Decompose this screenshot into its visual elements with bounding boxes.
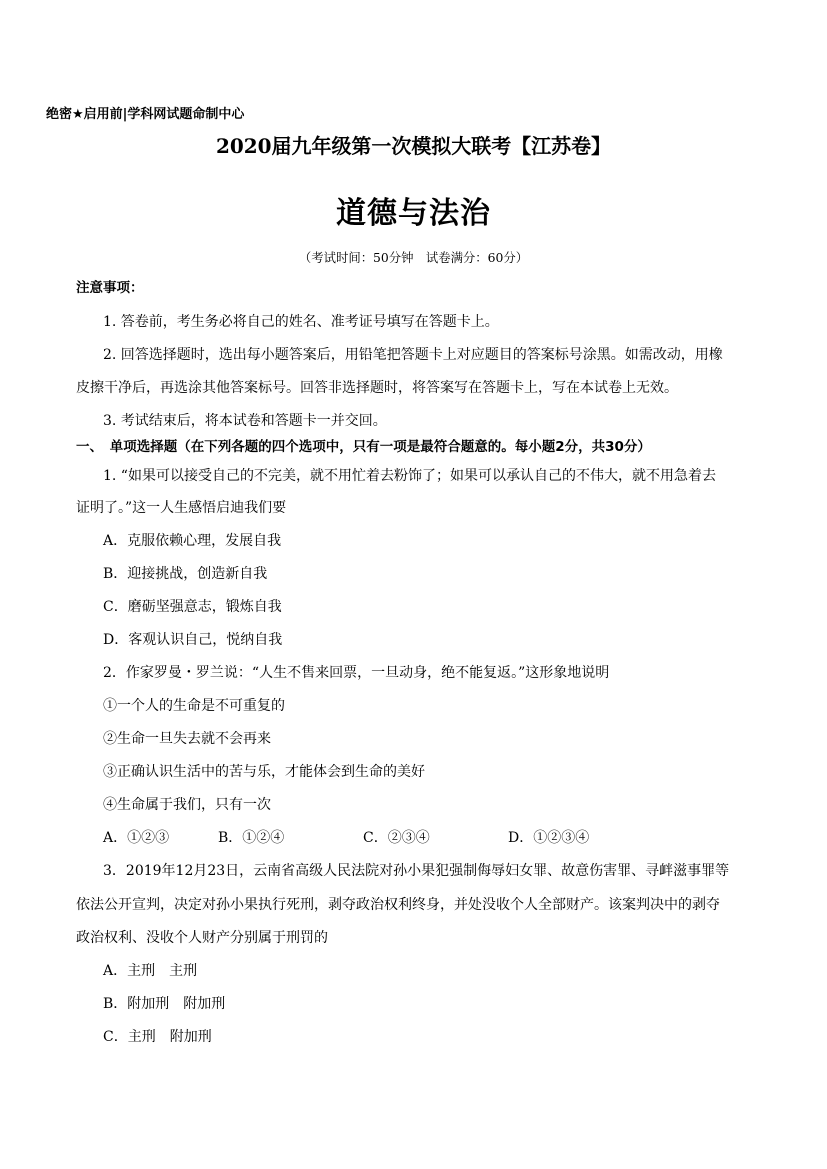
note-item-2-line-2: 皮擦干净后，再选涂其他答案标号。回答非选择题时，将答案写在答题卡上，写在本试卷上无效。 [76, 380, 678, 396]
q2-option-c: C．②③④ [363, 830, 430, 846]
q3-stem-line-1: 3．2019年12月23日，云南省高级人民法院对孙小果犯强制侮辱妇女罪、故意伤害罪、寻衅滋事罪等 [103, 863, 730, 879]
q1-option-a: A．克服依赖心理，发展自我 [103, 533, 282, 549]
note-item-3: 3. 考试结束后，将本试卷和答题卡一并交回。 [103, 413, 387, 429]
section-heading: 一、 单项选择题（在下列各题的四个选项中，只有一项是最符合题意的。每小题2分，共30分） [76, 439, 651, 455]
exam-title: 2020届九年级第一次模拟大联考【江苏卷】 [215, 134, 612, 158]
q3-stem-line-3: 政治权利、没收个人财产分别属于刑罚的 [76, 930, 328, 946]
q3-option-c: C．主刑 附加刑 [103, 1029, 212, 1045]
q2-stem: 2．作家罗曼・罗兰说：“人生不售来回票，一旦动身，绝不能复返。”这形象地说明 [103, 665, 610, 681]
q3-stem-line-2: 依法公开宣判，决定对孙小果执行死刑，剥夺政治权利终身，并处没收个人全部财产。该案判决中的剥夺 [76, 897, 720, 913]
q1-stem-line-2: 证明了。”这一人生感悟启迪我们要 [76, 500, 287, 516]
notes-heading: 注意事项： [76, 280, 144, 296]
q2-statement-2: ②生命一旦失去就不会再来 [103, 731, 271, 747]
q2-statement-1: ①一个人的生命是不可重复的 [103, 698, 285, 714]
subject-title: 道德与法治 [336, 196, 491, 231]
q2-statement-4: ④生命属于我们，只有一次 [103, 797, 271, 813]
q2-statement-3: ③正确认识生活中的苦与乐，才能体会到生命的美好 [103, 764, 425, 780]
q1-option-b: B．迎接挑战，创造新自我 [103, 566, 268, 582]
q1-option-c: C．磨砺坚强意志，锻炼自我 [103, 599, 282, 615]
q2-option-d: D．①②③④ [508, 830, 590, 846]
q2-option-a: A．①②③ [103, 830, 170, 846]
note-item-2-line-1: 2. 回答选择题时，选出每小题答案后，用铅笔把答题卡上对应题目的答案标号涂黑。如需改动，用橡 [103, 347, 723, 363]
q3-option-b: B．附加刑 附加刑 [103, 996, 226, 1012]
note-item-1: 1. 答卷前，考生务必将自己的姓名、准考证号填写在答题卡上。 [103, 314, 499, 330]
q1-stem-line-1: 1. “如果可以接受自己的不完美，就不用忙着去粉饰了；如果可以承认自己的不伟大，就不用急着去 [103, 468, 716, 484]
exam-info: （考试时间：50分钟 试卷满分：60分） [298, 251, 529, 265]
confidential-label: 绝密★启用前|学科网试题命制中心 [46, 107, 245, 122]
q1-option-d: D．客观认识自己，悦纳自我 [103, 632, 283, 648]
q2-option-b: B．①②④ [218, 830, 285, 846]
q3-option-a: A．主刑 主刑 [103, 963, 198, 979]
